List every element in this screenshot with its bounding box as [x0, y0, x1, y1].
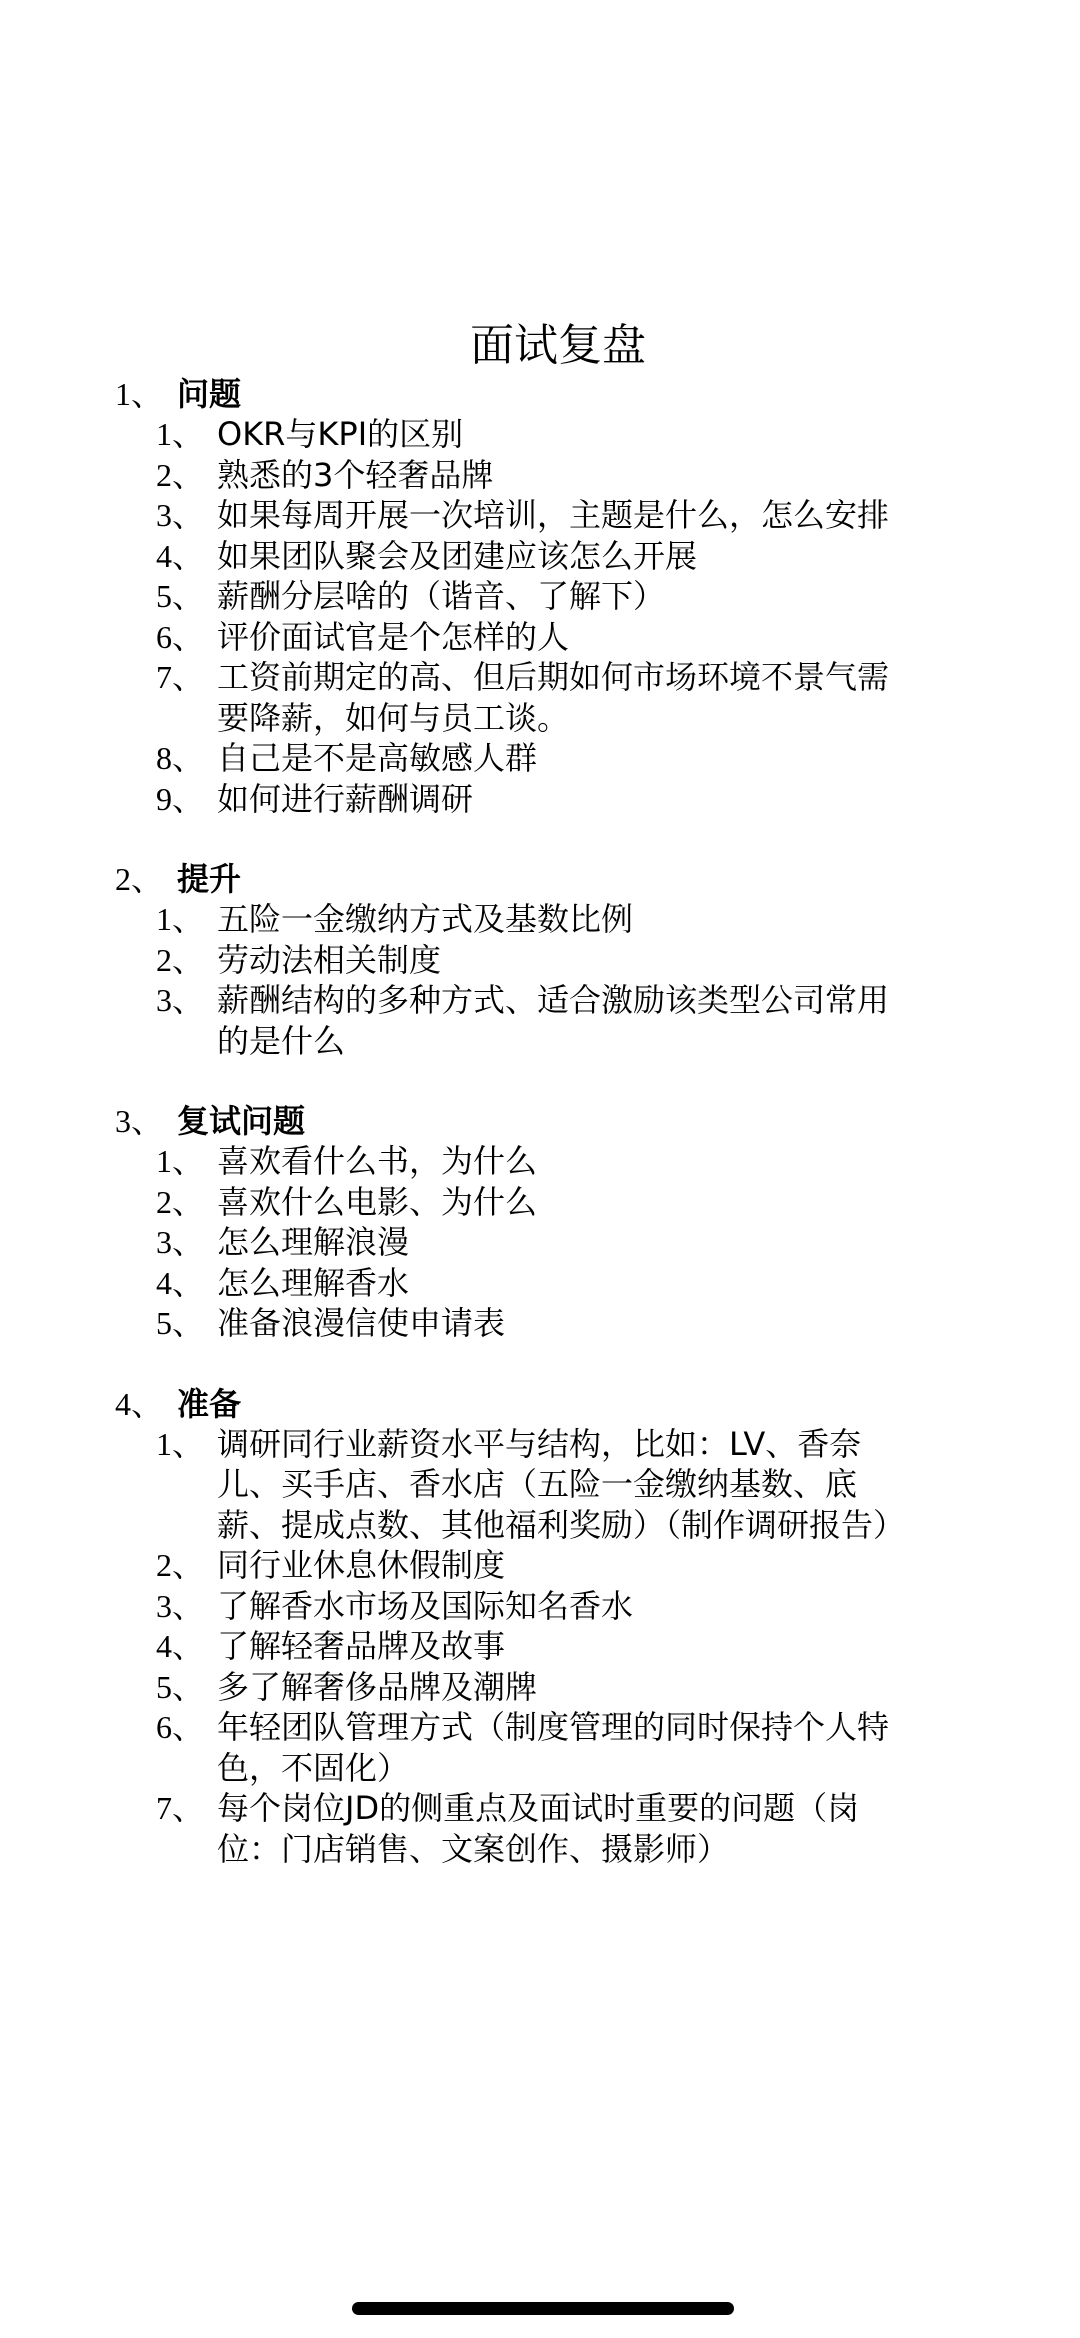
item-number: 3、 — [156, 982, 205, 1018]
item-text: 熟悉的3个轻奢品牌 — [217, 455, 494, 494]
item-number: 2、 — [156, 456, 205, 493]
section-heading — [0, 1384, 1080, 1424]
list-item — [0, 1545, 1080, 1586]
item-list — [0, 414, 1080, 819]
list-item — [0, 657, 1080, 738]
list-item — [0, 1626, 1080, 1667]
item-list — [0, 899, 1080, 1061]
list-item — [0, 1586, 1080, 1627]
item-number: 6、 — [156, 1709, 205, 1745]
item-text: 同行业休息休假制度 — [217, 1546, 506, 1584]
list-item — [0, 1141, 1080, 1182]
page-title: 面试复盘 — [470, 320, 646, 371]
section-number: 1、 — [115, 376, 164, 412]
list-item — [0, 779, 1080, 820]
section-second-interview — [0, 1101, 1080, 1344]
item-number: 3、 — [156, 1224, 205, 1260]
item-text: 工资前期定的高、但后期如何市场环境不景气需要降薪，如何与员工谈。 — [217, 658, 890, 737]
item-text: 薪酬分层啥的（谐音、了解下） — [217, 577, 666, 615]
list-item — [0, 1788, 1080, 1869]
list-item — [0, 576, 1080, 617]
section-number: 4、 — [115, 1385, 164, 1422]
item-number: 4、 — [156, 1628, 205, 1664]
item-number: 1、 — [156, 416, 205, 452]
section-preparation — [0, 1384, 1080, 1870]
item-text: 劳动法相关制度 — [217, 940, 442, 979]
item-text: 如何进行薪酬调研 — [217, 779, 474, 818]
list-item — [0, 1707, 1080, 1788]
list-item — [0, 738, 1080, 779]
item-text: 每个岗位JD的侧重点及面试时重要的问题（岗位：门店销售、文案创作、摄影师） — [217, 1789, 860, 1868]
list-item — [0, 940, 1080, 981]
item-number: 7、 — [156, 659, 205, 695]
item-number: 9、 — [156, 780, 205, 817]
section-title: 提升 — [177, 860, 242, 898]
item-text: 薪酬结构的多种方式、适合激励该类型公司常用的是什么 — [217, 981, 890, 1060]
item-text: 喜欢什么电影、为什么 — [217, 1182, 538, 1221]
item-list — [0, 1424, 1080, 1870]
item-text: 多了解奢侈品牌及潮牌 — [217, 1667, 538, 1706]
section-improvement — [0, 859, 1080, 1061]
list-item — [0, 1303, 1080, 1344]
item-number: 8、 — [156, 740, 205, 776]
list-item — [0, 455, 1080, 496]
item-text: 怎么理解浪漫 — [217, 1223, 410, 1261]
item-number: 4、 — [156, 1264, 205, 1301]
item-number: 1、 — [156, 901, 205, 937]
document — [0, 318, 1080, 1869]
item-text: 如果每周开展一次培训，主题是什么，怎么安排 — [217, 496, 890, 534]
item-text: 怎么理解香水 — [217, 1263, 410, 1302]
item-number: 1、 — [156, 1143, 205, 1179]
item-text: 评价面试官是个怎样的人 — [217, 617, 570, 656]
item-number: 5、 — [156, 1668, 205, 1705]
item-text: 了解轻奢品牌及故事 — [217, 1627, 506, 1665]
home-indicator[interactable] — [352, 2302, 734, 2315]
item-number: 2、 — [156, 1183, 205, 1220]
list-item — [0, 1222, 1080, 1263]
item-text: 如果团队聚会及团建应该怎么开展 — [217, 536, 698, 575]
item-number: 4、 — [156, 537, 205, 574]
section-title: 准备 — [177, 1384, 242, 1423]
section-number: 3、 — [115, 1103, 164, 1139]
item-text: 了解香水市场及国际知名香水 — [217, 1586, 634, 1625]
item-number: 7、 — [156, 1790, 205, 1826]
list-item — [0, 980, 1080, 1061]
section-title: 问题 — [177, 375, 242, 413]
item-number: 2、 — [156, 1547, 205, 1583]
list-item — [0, 1667, 1080, 1708]
item-text: 准备浪漫信使申请表 — [217, 1304, 506, 1342]
section-questions — [0, 374, 1080, 819]
item-text: 年轻团队管理方式（制度管理的同时保持个人特色，不固化） — [217, 1708, 890, 1787]
section-heading — [0, 859, 1080, 899]
item-number: 6、 — [156, 618, 205, 655]
item-number: 1、 — [156, 1425, 205, 1462]
item-text: 五险一金缴纳方式及基数比例 — [217, 900, 634, 938]
list-item — [0, 1424, 1080, 1546]
list-item — [0, 1182, 1080, 1223]
item-number: 5、 — [156, 578, 205, 614]
item-number: 3、 — [156, 1587, 205, 1624]
section-number: 2、 — [115, 861, 164, 897]
section-heading — [0, 374, 1080, 414]
item-number: 3、 — [156, 497, 205, 533]
item-text: 调研同行业薪资水平与结构，比如：LV、香奈儿、买手店、香水店（五险一金缴纳基数、底薪、提成点数、其他福利奖励）（制作调研报告） — [217, 1424, 906, 1544]
item-number: 2、 — [156, 941, 205, 978]
list-item — [0, 414, 1080, 455]
section-title: 复试问题 — [177, 1102, 306, 1140]
list-item — [0, 536, 1080, 577]
list-item — [0, 1263, 1080, 1304]
item-text: OKR与KPI的区别 — [217, 415, 464, 453]
item-number: 5、 — [156, 1305, 205, 1341]
item-text: 喜欢看什么书，为什么 — [217, 1142, 538, 1180]
section-heading — [0, 1101, 1080, 1141]
list-item — [0, 617, 1080, 658]
list-item — [0, 899, 1080, 940]
item-list — [0, 1141, 1080, 1344]
list-item — [0, 495, 1080, 536]
item-text: 自己是不是高敏感人群 — [217, 739, 538, 777]
